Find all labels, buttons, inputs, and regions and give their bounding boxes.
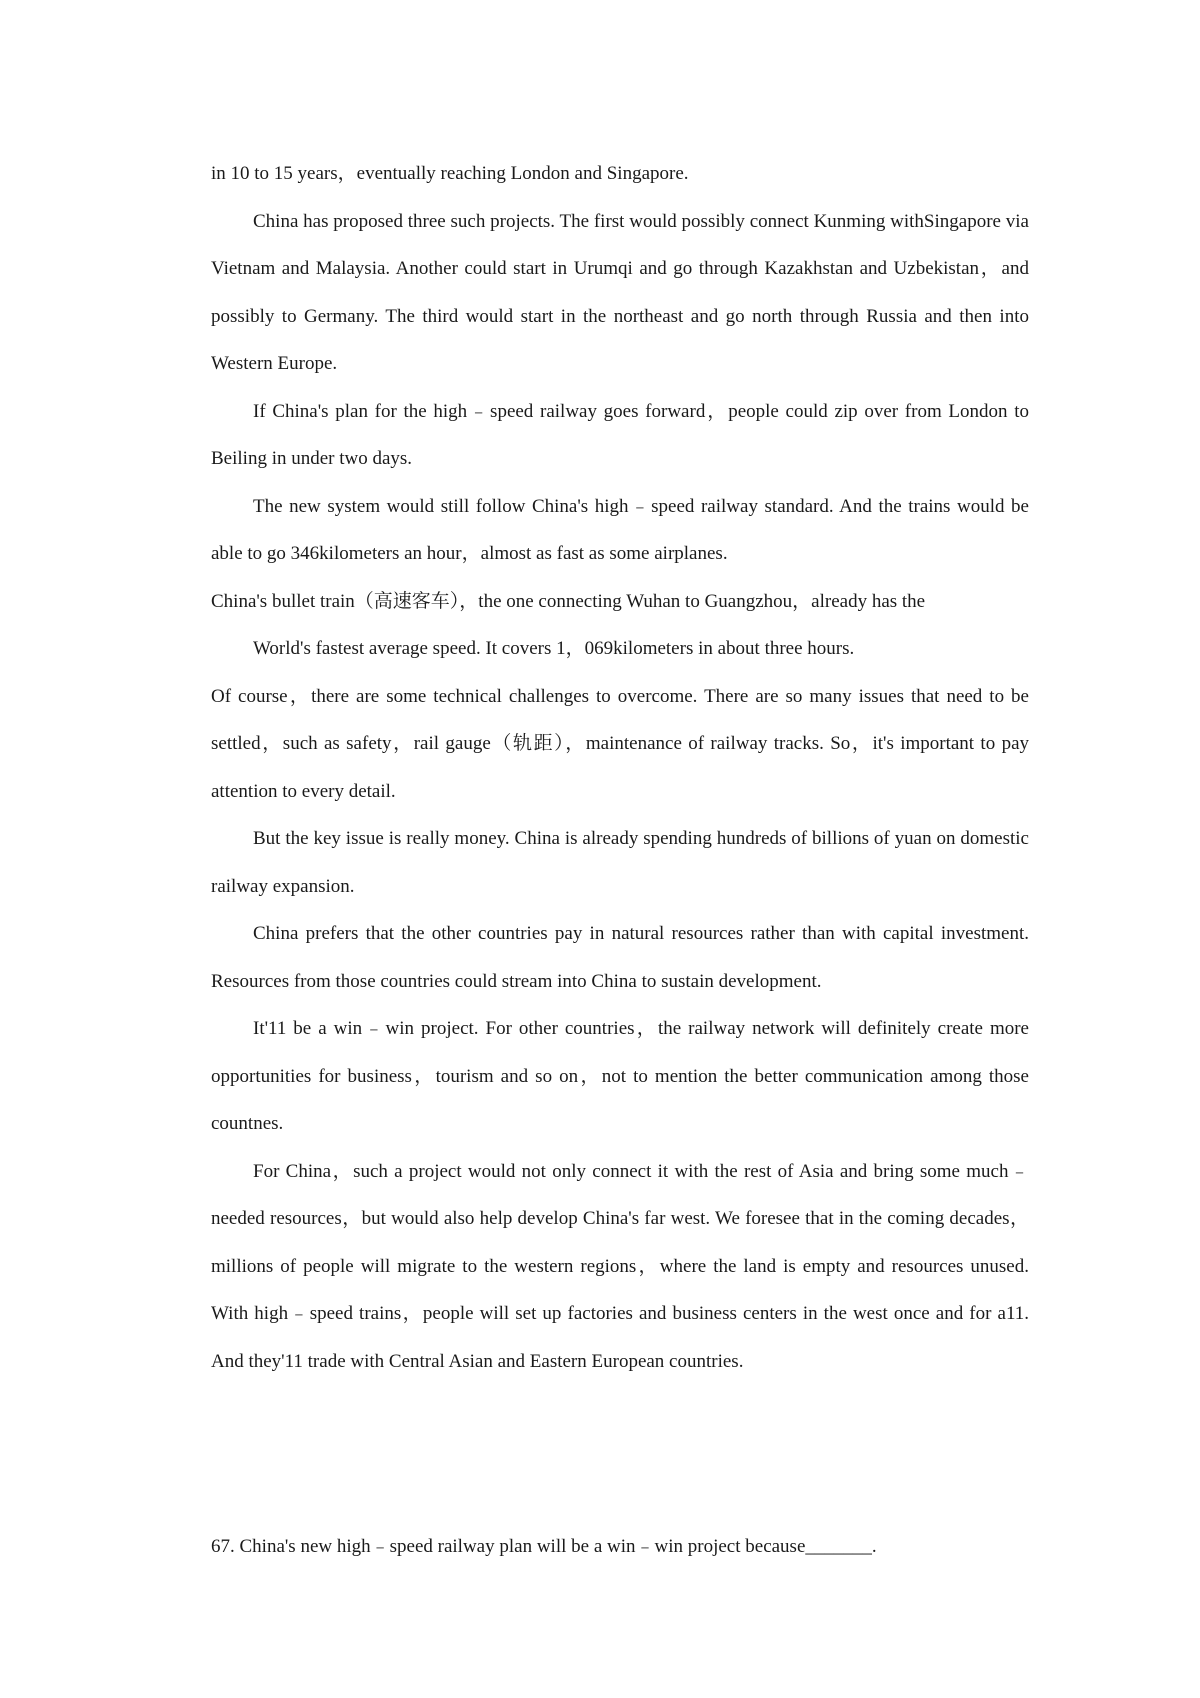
paragraph: World's fastest average speed. It covers 1，069kilometers in about three hours. bbox=[253, 638, 855, 659]
paragraph: China has proposed three such projects. The first would possibly connect Kunming withSingapore via Vietnam and Malaysia. Another could start in Urumqi and go through Kazakhstan and Uzbekistan，and possibly to Germany. The third would start in the northeast and go north through Russia and then into Western Europe. bbox=[211, 210, 1029, 374]
paragraph: If China's plan for the high﹣speed railway goes forward，people could zip over from London to Beiling in under two days. bbox=[211, 400, 1029, 469]
paragraph: in 10 to 15 years，eventually reaching London and Singapore. bbox=[211, 163, 689, 184]
paragraph: But the key issue is really money. China is already spending hundreds of billions of yuan on domestic railway expansion. bbox=[211, 828, 1029, 897]
article-body bbox=[211, 150, 1029, 1385]
paragraph: It'11 be a win﹣win project. For other countries，the railway network will definitely create more opportunities for business，tourism and so on，not to mention the better communication among those countnes. bbox=[211, 1018, 1029, 1134]
paragraph: China's bullet train（高速客车），the one connecting Wuhan to Guangzhou，already has the bbox=[211, 590, 926, 612]
paragraph: China prefers that the other countries pay in natural resources rather than with capital investment. Resources from those countries could stream into China to sustain development. bbox=[211, 923, 1029, 992]
question-67: 67. China's new high﹣speed railway plan will be a win﹣win project because_______. bbox=[211, 1536, 877, 1557]
paragraph: Of course，there are some technical challenges to overcome. There are so many issues that need to be settled，such as safety，rail gauge（轨距），maintenance of railway tracks. So，it's important to pay attention to every detail. bbox=[211, 685, 1029, 802]
paragraph: The new system would still follow China's high﹣speed railway standard. And the trains would be able to go 346kilometers an hour，almost as fast as some airplanes. bbox=[211, 495, 1029, 564]
paragraph: For China，such a project would not only connect it with the rest of Asia and bring some much﹣needed resources，but would also help develop China's far west. We foresee that in the coming decades，millions of people will migrate to the western regions，where the land is empty and resources unused. With high﹣speed trains，people will set up factories and business centers in the west once and for a11. And they'11 trade with Central Asian and Eastern European countries. bbox=[211, 1160, 1029, 1372]
